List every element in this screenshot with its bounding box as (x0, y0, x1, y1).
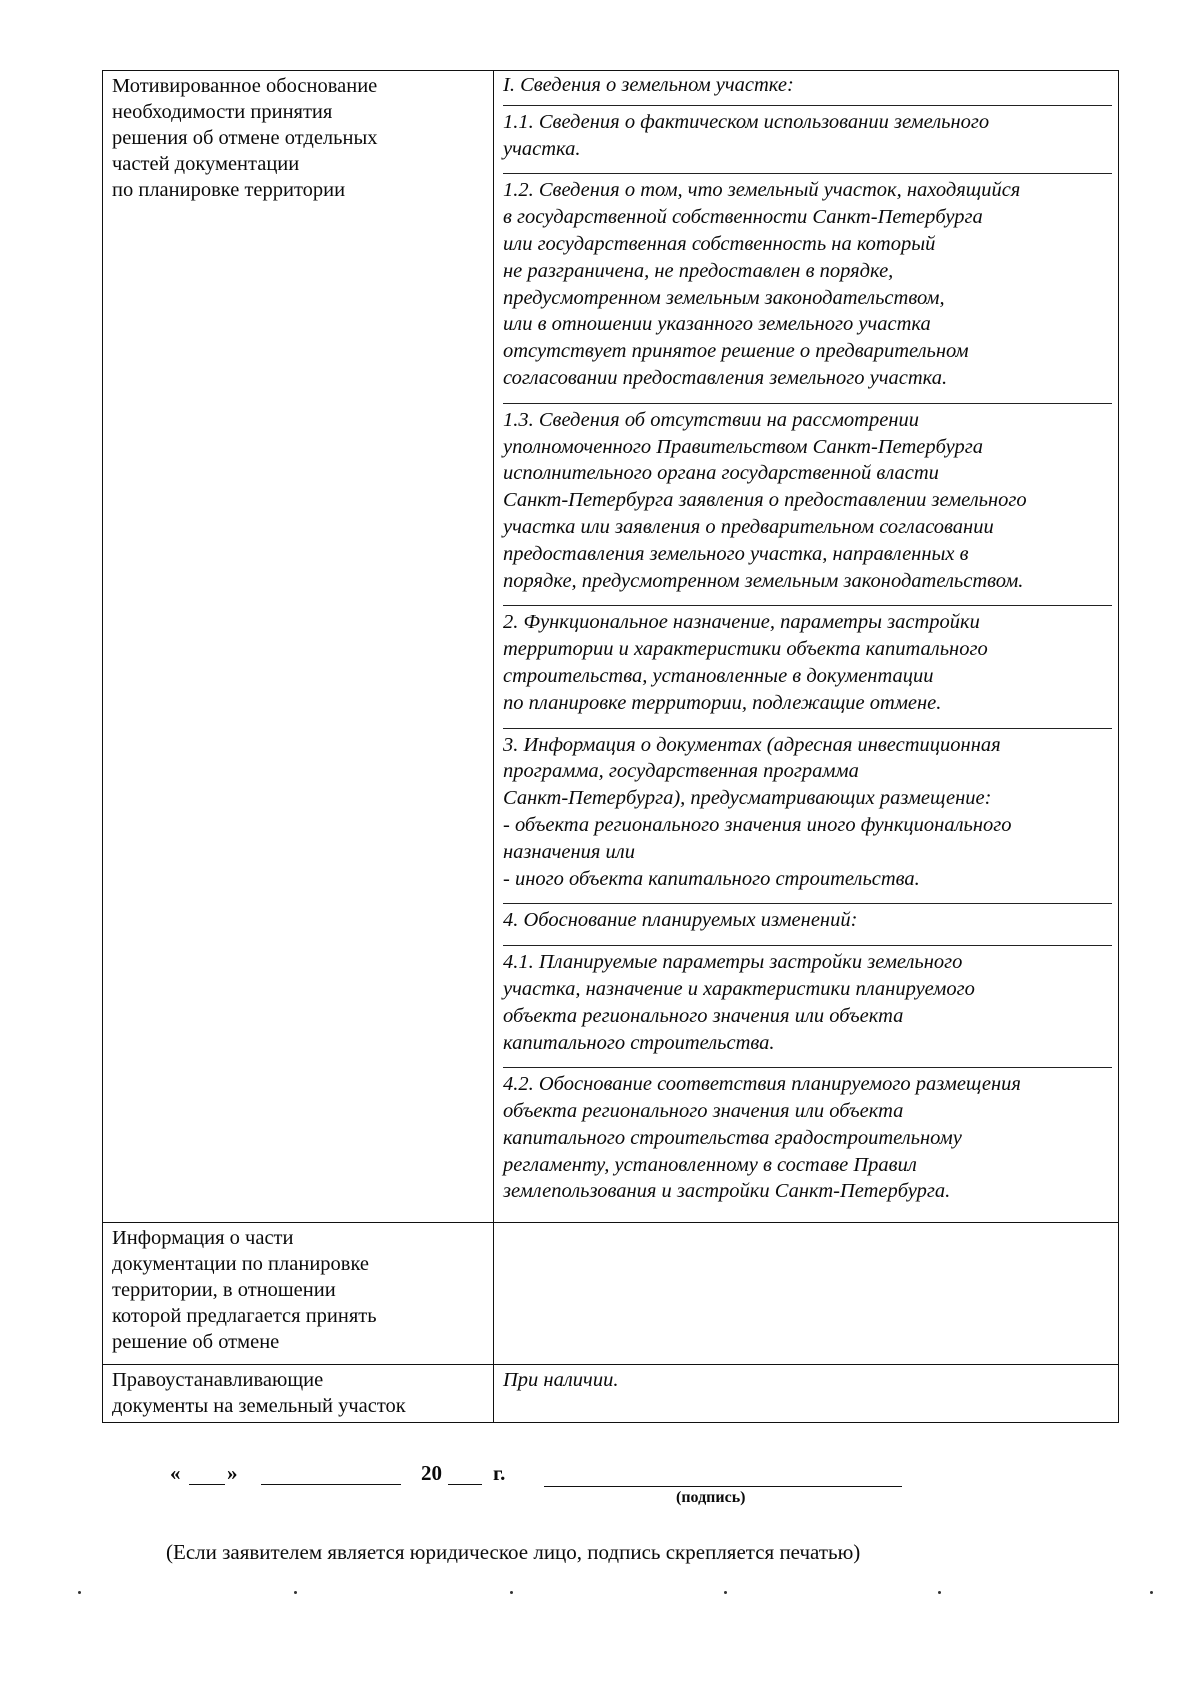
paragraph-1 (503, 71, 1112, 106)
table-row-title-documents (103, 1365, 1119, 1423)
value-line: территории и характеристики объекта капитального (503, 638, 988, 661)
value-line: уполномоченного Правительством Санкт-Петербурга (503, 435, 983, 458)
label-line: документы на земельный участок (112, 1395, 406, 1417)
value-line: - иного объекта капитального строительства. (503, 867, 920, 890)
signature-field[interactable] (544, 1464, 902, 1487)
scan-dot (510, 1591, 513, 1594)
table-row-justification (103, 71, 1119, 1223)
value-line: 2. Функциональное назначение, параметры застройки (503, 611, 980, 634)
value-line: Санкт-Петербурга заявления о предоставлении земельного (503, 489, 1027, 512)
row-label (103, 71, 494, 1223)
signature-date-row (170, 1460, 970, 1500)
row-value (494, 1365, 1119, 1423)
paragraph-1-2 (503, 174, 1112, 403)
label-line: решения об отмене отдельных (112, 127, 378, 149)
value-line: 3. Информация о документах (адресная инвестиционная (503, 733, 1001, 756)
table-row-dpt-part-info (103, 1223, 1119, 1365)
month-field[interactable] (261, 1462, 401, 1485)
year-prefix: 20 (421, 1461, 442, 1485)
value-line: объекта регионального значения или объекта (503, 1004, 904, 1027)
label-line: Правоустанавливающие (112, 1369, 324, 1391)
value-line: порядке, предусмотренном земельным законодательством. (503, 569, 1024, 592)
year-field[interactable] (448, 1462, 482, 1485)
scan-dot (724, 1591, 727, 1594)
value-line: 4.2. Обоснование соответствия планируемого размещения (503, 1073, 1021, 1096)
value-line: 1.3. Сведения об отсутствии на рассмотрении (503, 408, 919, 431)
value-line: объекта регионального значения или объекта (503, 1100, 904, 1123)
scan-dot (78, 1591, 81, 1594)
value-line: участка, назначение и характеристики планируемого (503, 977, 975, 1000)
footnote-seal: (Если заявителем является юридическое лицо, подпись скрепляется печатью) (166, 1540, 861, 1564)
value-line: При наличии. (503, 1369, 619, 1391)
label-line: по планировке территории (112, 179, 346, 201)
paragraph-1-3 (503, 404, 1112, 607)
value-line: в государственной собственности Санкт-Петербурга (503, 206, 983, 229)
paragraph-2 (503, 606, 1112, 728)
value-line: регламенту, установленному в составе Правил (503, 1153, 917, 1176)
value-line: 4.1. Планируемые параметры застройки земельного (503, 951, 963, 974)
label-line: решение об отмене (112, 1331, 280, 1353)
value-line: Санкт-Петербурга), предусматривающих размещение: (503, 787, 992, 810)
value-line: предоставления земельного участка, направленных в (503, 542, 969, 565)
year-suffix: г. (493, 1461, 506, 1485)
value-line: исполнительного органа государственной власти (503, 462, 939, 485)
value-line: землепользования и застройки Санкт-Петербурга. (503, 1180, 951, 1203)
day-field[interactable] (189, 1462, 225, 1485)
close-quote: » (227, 1461, 238, 1485)
value-line: 1.1. Сведения о фактическом использовании земельного (503, 110, 990, 133)
value-line: участка. (503, 137, 581, 160)
scan-dot (938, 1591, 941, 1594)
label-line: необходимости принятия (112, 101, 333, 123)
label-line: документации по планировке (112, 1253, 370, 1275)
scan-dot (294, 1591, 297, 1594)
value-line: I. Сведения о земельном участке: (503, 74, 794, 96)
value-line: - объекта регионального значения иного функционального (503, 813, 1012, 836)
value-line: отсутствует принятое решение о предварительном (503, 340, 969, 363)
label-line: Мотивированное обоснование (112, 75, 378, 97)
row-value (494, 71, 1119, 1223)
paragraph-4-1 (503, 946, 1112, 1068)
application-form-table (102, 70, 1119, 1423)
value-line: предусмотренном земельным законодательством, (503, 286, 945, 309)
value-line: или государственная собственность на который (503, 232, 936, 255)
label-line: Информация о части (112, 1227, 294, 1249)
value-line: 4. Обоснование планируемых изменений: (503, 909, 858, 932)
value-line: не разграничена, не предоставлен в порядке, (503, 259, 894, 282)
scan-dot (1150, 1591, 1153, 1594)
open-quote: « (170, 1461, 181, 1485)
paragraph-3 (503, 729, 1112, 905)
row-label (103, 1365, 494, 1423)
value-line: назначения или (503, 840, 635, 863)
paragraph-1-1 (503, 106, 1112, 175)
value-line: капитального строительства градостроительному (503, 1126, 962, 1149)
value-line: программа, государственная программа (503, 760, 859, 783)
label-line: частей документации (112, 153, 300, 175)
value-line: участка или заявления о предварительном согласовании (503, 515, 994, 538)
value-line: согласовании предоставления земельного участка. (503, 366, 948, 389)
value-line: строительства, установленные в документации (503, 664, 934, 687)
row-label (103, 1223, 494, 1365)
label-line: которой предлагается принять (112, 1305, 377, 1327)
value-line: или в отношении указанного земельного участка (503, 313, 931, 336)
row-value-empty[interactable] (494, 1223, 1119, 1365)
signature-caption: (подпись) (676, 1489, 746, 1506)
value-line: капитального строительства. (503, 1031, 775, 1054)
paragraph-4 (503, 904, 1112, 946)
value-line: по планировке территории, подлежащие отмене. (503, 691, 942, 714)
value-line: 1.2. Сведения о том, что земельный участок, находящийся (503, 179, 1021, 202)
paragraph-4-2 (503, 1068, 1112, 1207)
label-line: территории, в отношении (112, 1279, 336, 1301)
